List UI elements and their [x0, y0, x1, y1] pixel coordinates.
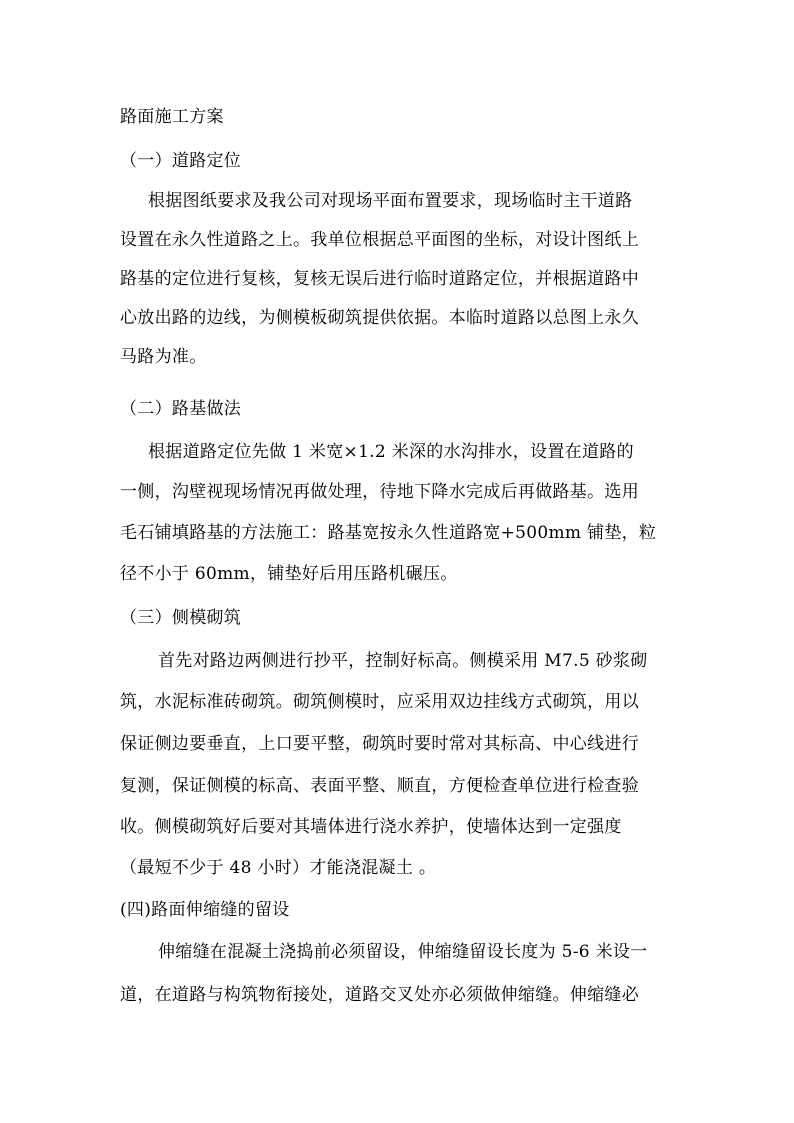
- paragraph-line: 一侧，沟壁视现场情况再做处理，待地下降水完成后再做路基。选用: [120, 482, 639, 502]
- paragraph-line: 收。侧模砌筑好后要对其墙体进行浇水养护，使墙体达到一定强度: [120, 817, 622, 837]
- paragraph-line: 伸缩缝在混凝土浇捣前必须留设，伸缩缝留设长度为 5-6 米设一: [158, 942, 648, 962]
- paragraph-line: 设置在永久性道路之上。我单位根据总平面图的坐标，对设计图纸上: [120, 230, 639, 250]
- section-3-heading: （三）侧模砌筑: [120, 608, 242, 628]
- paragraph-line: 复测，保证侧模的标高、表面平整、顺直，方便检查单位进行检查验: [120, 776, 639, 796]
- section-2-heading: （二）路基做法: [120, 399, 242, 419]
- paragraph-line: 马路为准。: [120, 347, 207, 367]
- document-title: 路面施工方案: [120, 107, 224, 127]
- paragraph-line: 毛石铺填路基的方法施工：路基宽按永久性道路宽+500mm 铺垫，粒: [120, 523, 657, 543]
- paragraph-line: 路基的定位进行复核，复核无误后进行临时道路定位，并根据道路中: [120, 269, 639, 289]
- paragraph-line: 径不小于 60mm，铺垫好后用压路机碾压。: [120, 564, 458, 584]
- section-1-heading: （一）道路定位: [120, 151, 242, 171]
- paragraph-line: 根据道路定位先做 1 米宽×1.2 米深的水沟排水，设置在道路的: [148, 442, 634, 462]
- paragraph-line: 保证侧边要垂直，上口要平整，砌筑时要时常对其标高、中心线进行: [120, 734, 639, 754]
- paragraph-line: 筑，水泥标准砖砌筑。砌筑侧模时，应采用双边挂线方式砌筑，用以: [120, 692, 639, 712]
- paragraph-line: 心放出路的边线，为侧模板砌筑提供依据。本临时道路以总图上永久: [120, 308, 639, 328]
- section-4-heading: (四)路面伸缩缝的留设: [120, 900, 290, 920]
- paragraph-line: 首先对路边两侧进行抄平，控制好标高。侧模采用 M7.5 砂浆砌: [158, 651, 648, 671]
- paragraph-line: 根据图纸要求及我公司对现场平面布置要求，现场临时主干道路: [148, 191, 633, 211]
- paragraph-line: （最短不少于 48 小时）才能浇混凝土 。: [120, 858, 437, 878]
- paragraph-line: 道，在道路与构筑物衔接处，道路交叉处亦必须做伸缩缝。伸缩缝必: [120, 985, 639, 1005]
